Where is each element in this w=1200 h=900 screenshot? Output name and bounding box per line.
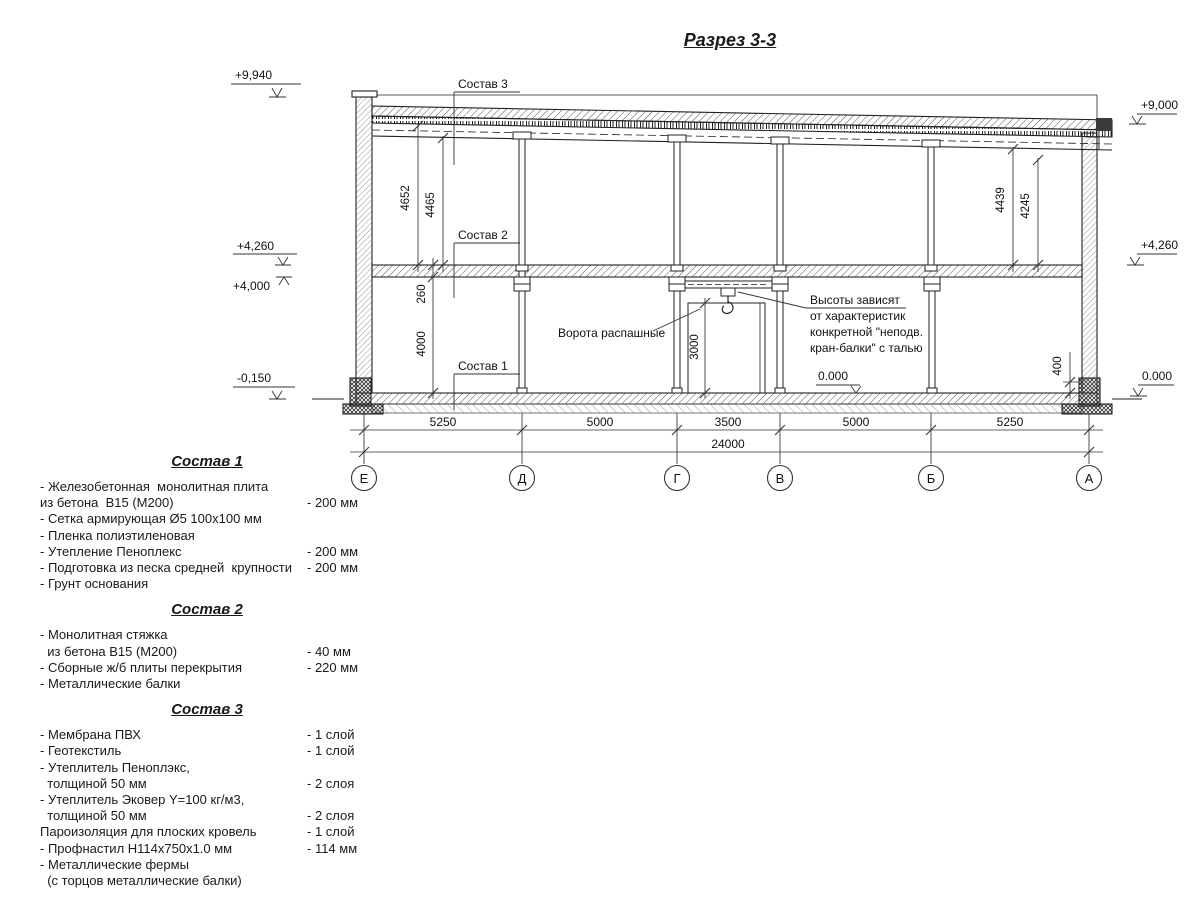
legend-item-value: - 1 слой: [307, 824, 355, 840]
legend-item: [40, 528, 374, 544]
elevation-mark-9940: [231, 84, 301, 97]
legend-item-value: - 2 слоя: [307, 775, 355, 791]
legend-item-name: - Пленка полиэтиленовая: [40, 527, 195, 543]
dim-text-4652: 4652: [400, 185, 412, 211]
legend-item-name: - Геотекстиль: [40, 743, 122, 759]
legend-item: [40, 841, 374, 857]
legend-item: [40, 576, 374, 592]
elevation-text-9940: +9,940: [235, 68, 273, 82]
left-footing: [343, 404, 383, 414]
legend-item-name: - Металлические балки: [40, 676, 181, 692]
axis-letter-a: А: [1084, 471, 1094, 486]
legend-item: [40, 760, 374, 776]
axis-letter-v: В: [775, 471, 785, 486]
legend-item: [40, 676, 374, 692]
legend-item: [40, 792, 374, 808]
axis-letter-d: Д: [517, 471, 527, 486]
legend-item: [40, 743, 374, 759]
legend-item-name: - Профнастил Н114х750х1.0 мм: [40, 840, 233, 856]
legend-item-name: - Подготовка из песка средней крупности: [40, 560, 292, 576]
legend-item-name: толщиной 50 мм: [40, 808, 147, 824]
legend-item: [40, 479, 374, 495]
legend-item-value: - 1 слой: [307, 727, 355, 743]
right-foundation-block: [1079, 378, 1100, 406]
hoist-trolley: [721, 288, 735, 296]
upper-column-v: [771, 137, 789, 271]
axis-letter-b: Б: [926, 471, 936, 486]
legend-heading-sostav2: Состав 2: [171, 601, 243, 619]
dim-3000: [700, 298, 710, 398]
legend-item: [40, 544, 374, 560]
roof-bottom-chord: [372, 136, 1112, 150]
legend-item-value: - 114 мм: [307, 840, 358, 856]
elevation-mark-9000: [1129, 114, 1177, 124]
legend-item: [40, 824, 374, 840]
legend-item-name: толщиной 50 мм: [40, 775, 147, 791]
callout-gate-label: Ворота распашные: [558, 326, 666, 340]
lower-column-d: [514, 277, 530, 393]
legend-item-value: - 220 мм: [307, 659, 359, 675]
legend-item: [40, 808, 374, 824]
legend-item-value: - 200 мм: [307, 495, 359, 511]
legend-item: [40, 495, 374, 511]
dim-4652: [413, 121, 423, 272]
right-wall: [1082, 133, 1097, 393]
legend-item-name: из бетона В15 (М200): [40, 643, 178, 659]
dim-text-400: 400: [1052, 356, 1064, 376]
elevation-text-0000-right: 0.000: [1142, 369, 1173, 383]
legend-item-value: - 200 мм: [307, 543, 359, 559]
callout-sostav1: Состав 1: [458, 359, 508, 373]
legend-item-name: - Утеплитель Эковер Y=100 кг/м3,: [40, 792, 245, 808]
legend-item: [40, 660, 374, 676]
legend-item-name: - Сетка армирующая Ø5 100х100 мм: [40, 511, 262, 527]
roof-end-cap: [1096, 118, 1112, 131]
left-foundation-block: [350, 378, 371, 406]
legend-heading-sostav1: Состав 1: [171, 453, 243, 470]
ground-slab: [356, 393, 1097, 404]
lower-column-g: [669, 277, 685, 393]
building-structure: [312, 91, 1142, 414]
legend-item: [40, 511, 374, 527]
crane-note-line3: конкретной "неподв.: [810, 325, 923, 339]
elevation-mark-4260-right: [1127, 254, 1177, 265]
dim-text-3000: 3000: [689, 334, 701, 360]
sand-bed: [372, 404, 1082, 413]
dim-260-4000: [428, 258, 438, 399]
axis-letters: [360, 471, 1094, 486]
axis-letter-g: Г: [673, 471, 681, 486]
legend-item-value: - 1 слой: [307, 743, 355, 759]
dim-4465: [438, 133, 448, 272]
legend-item-name: - Грунт основания: [40, 576, 149, 592]
dim-text-4245: 4245: [1020, 193, 1032, 219]
legend-item: [40, 727, 374, 743]
lower-column-b: [924, 277, 940, 393]
legend-item-name: - Утепление Пеноплекс: [40, 543, 182, 559]
legend-item-name: - Мембрана ПВХ: [40, 727, 141, 743]
span-text-1: 5250: [429, 415, 457, 429]
legend-item-name: (с торцов металлические балки): [40, 873, 242, 889]
elevation-mark-4260-left: [233, 254, 297, 265]
legend-heading-sostav3: Состав 3: [171, 701, 243, 719]
crane-note-line2: от характеристик: [810, 309, 906, 323]
callout-sostav3-leader: [454, 92, 520, 165]
legend-item: [40, 627, 374, 643]
span-text-3: 3500: [714, 415, 742, 429]
elevation-mark-minus-0150: [233, 387, 295, 399]
dim-4245: [1033, 155, 1043, 272]
legend-item: [40, 857, 374, 873]
elevation-text-4000-left: +4,000: [233, 279, 271, 293]
span-text-4: 5000: [842, 415, 870, 429]
legend-item-name: - Железобетонная монолитная плита: [40, 479, 269, 494]
elevation-text-4260-left: +4,260: [237, 239, 275, 253]
elevation-text-4260-right: +4,260: [1141, 238, 1179, 252]
elevation-mark-4000-left: [276, 277, 292, 285]
legend-item: [40, 873, 374, 889]
legend-item-value: - 40 мм: [307, 643, 351, 659]
elevation-mark-0000-mid: [816, 385, 864, 393]
callout-sostav2: Состав 2: [458, 228, 508, 242]
dim-text-4000: 4000: [416, 331, 428, 357]
legend-item-name: - Сборные ж/б плиты перекрытия: [40, 659, 243, 675]
callout-sostav3: Состав 3: [458, 77, 508, 91]
legend-item-name: Пароизоляция для плоских кровель: [40, 824, 257, 840]
right-footing: [1062, 404, 1112, 414]
legend-item-name: - Монолитная стяжка: [40, 627, 168, 643]
legend-item-name: - Утеплитель Пеноплэкс,: [40, 759, 190, 775]
axis-circles: [352, 466, 1102, 491]
legend-item-value: - 2 слоя: [307, 808, 355, 824]
composition-legend: [40, 453, 374, 889]
elevation-text-minus-0150: -0,150: [237, 371, 272, 385]
legend-item: [40, 560, 374, 576]
dim-text-260: 260: [416, 284, 428, 304]
total-span-text: 24000: [711, 437, 745, 451]
crane-note-line1: Высоты зависят: [810, 293, 900, 307]
span-text-2: 5000: [586, 415, 614, 429]
dim-text-4465: 4465: [425, 192, 437, 218]
upper-column-b: [922, 140, 940, 271]
elevation-mark-0000-right: [1130, 385, 1174, 396]
legend-item: [40, 644, 374, 660]
parapet-cap: [352, 91, 377, 97]
crane-note-line4: кран-балки" с талью: [810, 341, 923, 355]
dim-text-4439: 4439: [995, 187, 1007, 213]
upper-column-g: [668, 135, 686, 271]
span-text-5: 5250: [996, 415, 1024, 429]
legend-item-name: - Металлические фермы: [40, 856, 189, 872]
legend-item: [40, 776, 374, 792]
legend-item-name: из бетона В15 (М200): [40, 495, 174, 511]
legend-item-value: - 200 мм: [307, 560, 359, 576]
crane-hook-icon: [722, 296, 733, 313]
axis-letter-e: Е: [359, 471, 369, 486]
elevation-text-9000: +9,000: [1141, 98, 1179, 112]
left-wall: [356, 97, 372, 393]
dim-4439: [1008, 144, 1018, 272]
mid-floor-slab: [372, 265, 1082, 277]
elevation-text-0000-mid: 0.000: [818, 369, 849, 383]
drawing-title: Разрез 3-3: [683, 30, 777, 50]
lower-column-v: [772, 277, 788, 393]
